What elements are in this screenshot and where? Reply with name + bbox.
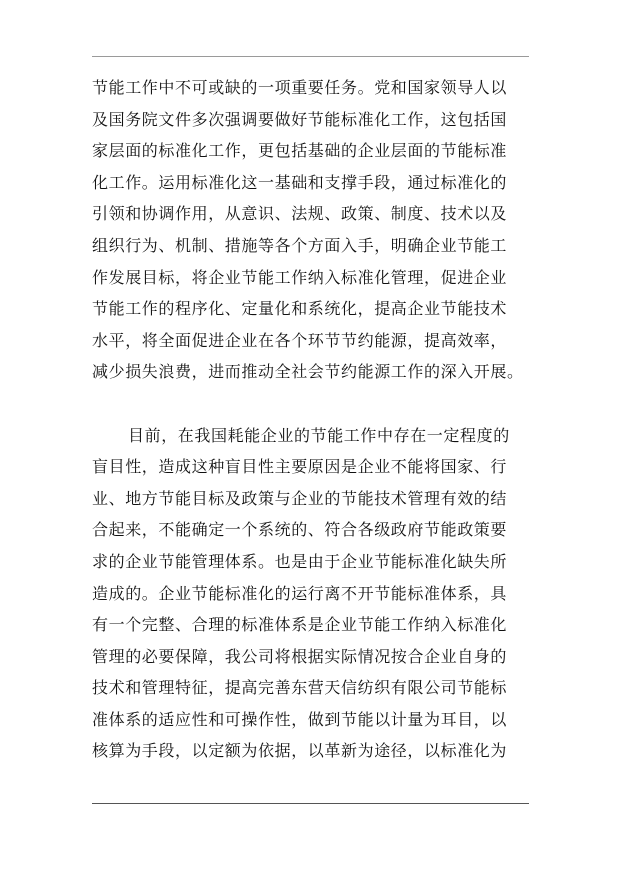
text-line: 作发展目标，将企业节能工作纳入标准化管理，促进企业 <box>92 267 508 287</box>
text-line: 及国务院文件多次强调要做好节能标准化工作，这包括国 <box>92 109 508 129</box>
paragraph-1 <box>92 72 529 388</box>
text-line: 节能工作的程序化、定量化和系统化，提高企业节能技术 <box>92 299 508 319</box>
text-line: 核算为手段，以定额为依据，以革新为途径，以标准化为 <box>92 741 508 761</box>
text-line: 节能工作中不可或缺的一项重要任务。党和国家领导人以 <box>92 78 508 97</box>
text-line: 管理的必要保障，我公司将根据实际情况按合企业自身的 <box>92 646 508 666</box>
footer-rule <box>92 803 529 804</box>
text-line: 合起来，不能确定一个系统的、符合各级政府节能政策要 <box>92 520 508 540</box>
text-line: 组织行为、机制、措施等各个方面入手，明确企业节能工 <box>92 235 508 255</box>
text-line: 家层面的标准化工作，更包括基础的企业层面的节能标准 <box>92 141 508 161</box>
text-line: 准体系的适应性和可操作性，做到节能以计量为耳目，以 <box>92 709 508 729</box>
text-line: 目前，在我国耗能企业的节能工作中存在一定程度的 <box>128 425 510 445</box>
text-line: 造成的。企业节能标准化的运行离不开节能标准体系，具 <box>92 583 508 603</box>
text-line: 业、地方节能目标及政策与企业的节能技术管理有效的结 <box>92 488 508 508</box>
text-line: 有一个完整、合理的标准体系是企业节能工作纳入标准化 <box>92 615 508 635</box>
text-line: 减少损失浪费，进而推动全社会节约能源工作的深入开展。 <box>92 362 524 382</box>
paragraph-gap <box>92 388 529 420</box>
text-line: 盲目性，造成这种盲目性主要原因是企业不能将国家、行 <box>92 457 508 477</box>
paragraph-2 <box>92 420 529 768</box>
text-line: 化工作。运用标准化这一基础和支撑手段，通过标准化的 <box>92 172 508 192</box>
header-rule <box>92 56 529 57</box>
document-body <box>92 72 529 767</box>
text-line: 技术和管理特征，提高完善东营天信纺织有限公司节能标 <box>92 678 508 698</box>
text-line: 水平，将全面促进企业在各个环节节约能源，提高效率， <box>92 330 508 350</box>
text-line: 引领和协调作用，从意识、法规、政策、制度、技术以及 <box>92 204 508 224</box>
text-line: 求的企业节能管理体系。也是由于企业节能标准化缺失所 <box>92 551 508 571</box>
